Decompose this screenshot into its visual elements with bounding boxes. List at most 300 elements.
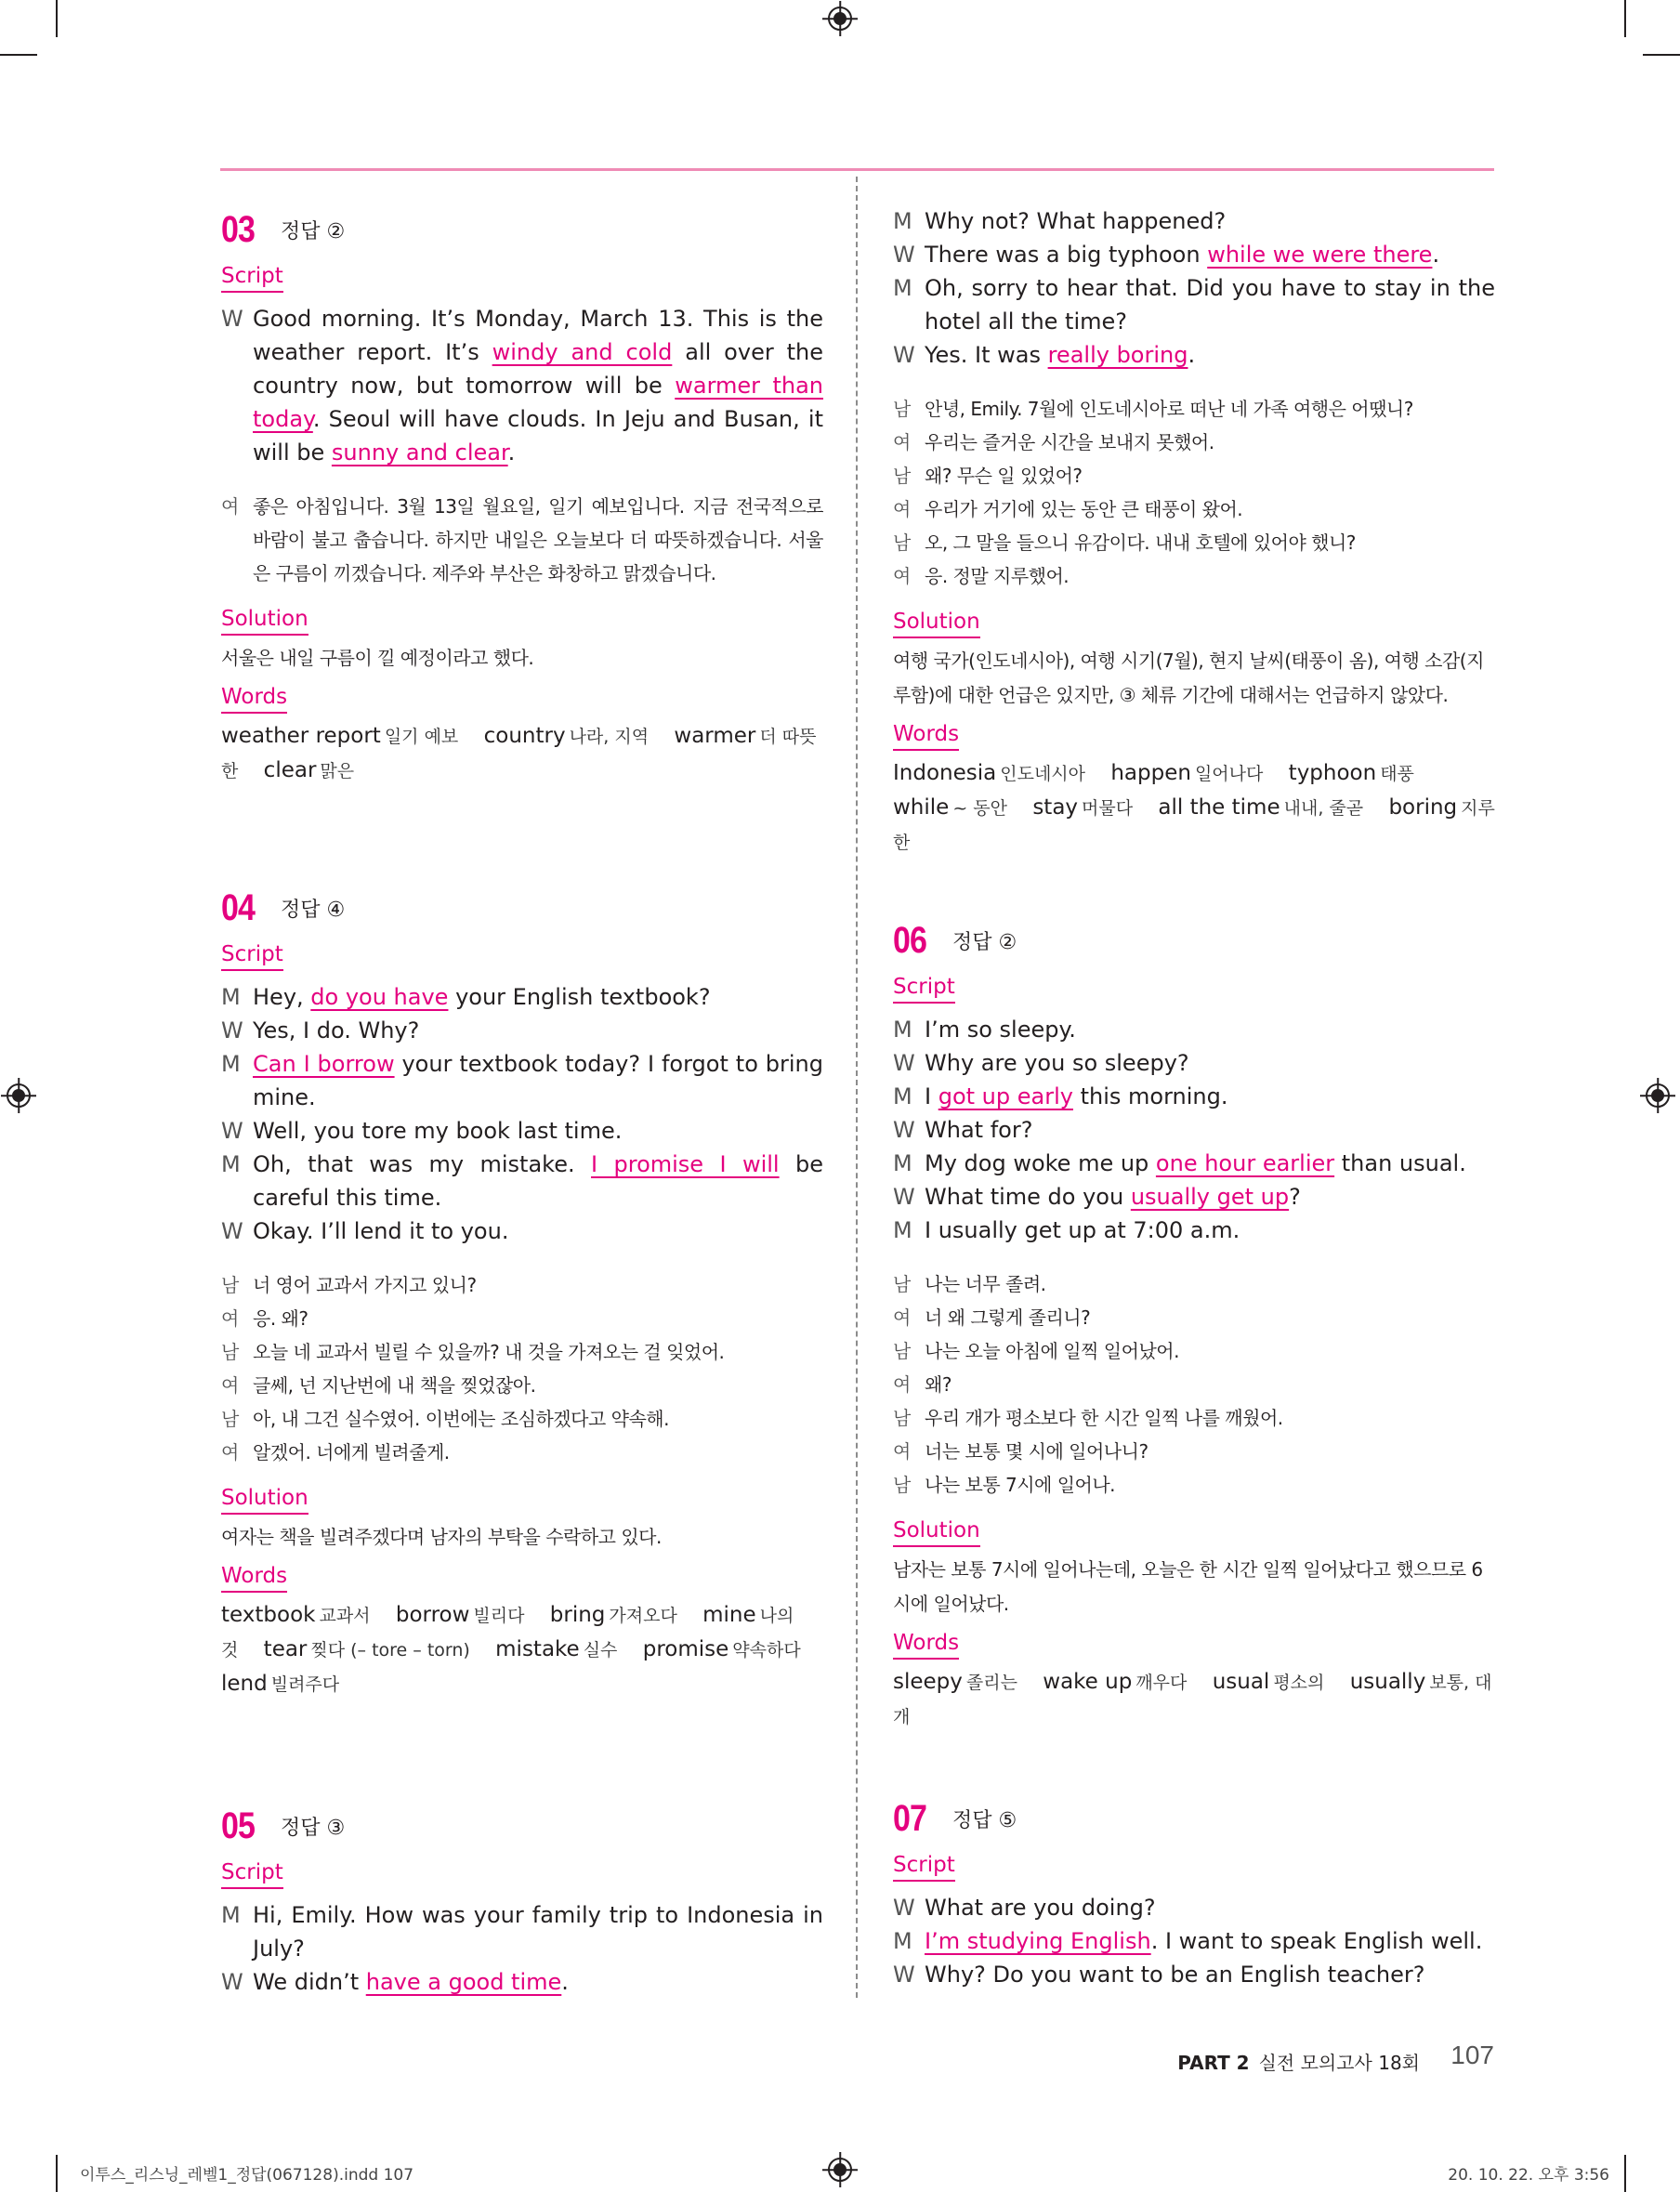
word-item <box>1289 761 1433 785</box>
script-text <box>925 1046 1495 1080</box>
script-line <box>893 271 1495 338</box>
speaker-label: W <box>893 342 915 368</box>
script-fragment: all over the country now, but tomorrow will be <box>253 339 823 399</box>
script-text <box>925 1891 1495 1924</box>
script-text <box>253 1047 823 1114</box>
script-lines <box>893 1013 1495 1247</box>
answer-label: 정답 ② <box>281 219 346 243</box>
word-english: lend <box>221 1672 268 1696</box>
word-english: happen <box>1110 761 1191 785</box>
script-line <box>893 238 1495 271</box>
registration-mark-top-icon <box>828 7 852 31</box>
registration-mark-left-icon <box>7 1083 31 1108</box>
script-fragment: Good morning. It’s Monday, March 13. This is the weather report. It’s <box>253 306 823 365</box>
speaker-label: W <box>893 1050 915 1076</box>
question-03 <box>221 204 823 788</box>
word-english: mistake <box>495 1637 580 1661</box>
key-phrase: sunny and clear <box>331 440 508 466</box>
speaker-label: 여 <box>221 1374 239 1397</box>
word-list <box>893 1665 1495 1734</box>
word-english: bring <box>549 1603 606 1627</box>
speaker-label: W <box>893 1184 915 1210</box>
script-line <box>893 1958 1495 1991</box>
key-phrase: one hour earlier <box>1155 1150 1335 1176</box>
script-line <box>221 1114 823 1148</box>
header-rule <box>220 168 1494 171</box>
word-english: mine <box>702 1603 756 1627</box>
speaker-label: W <box>221 306 243 332</box>
word-item <box>221 1603 389 1627</box>
speaker-label: M <box>893 1017 912 1043</box>
word-korean: 태풍 <box>1380 764 1414 784</box>
speaker-label: 여 <box>893 1440 911 1463</box>
script-text <box>253 1965 823 1999</box>
word-english: typhoon <box>1288 761 1377 785</box>
script-text <box>925 1113 1495 1147</box>
script-fragment: your textbook today? I forgot to bring mine. <box>253 1051 823 1110</box>
script-text <box>925 1013 1495 1046</box>
korean-translation <box>221 1268 823 1477</box>
word-korean: 나의 것 <box>221 1606 794 1660</box>
word-english: sleepy <box>893 1670 963 1694</box>
solution-label: Solution <box>893 608 980 638</box>
script-fragment: Hi, Emily. How was your family trip to Indonesia in July? <box>253 1902 823 1962</box>
word-item <box>396 1603 544 1627</box>
script-text <box>925 1958 1495 1991</box>
translation-line <box>893 426 1495 459</box>
translation-line <box>893 526 1495 559</box>
word-korean: 나라, 지역 <box>569 727 650 747</box>
crop-mark-top-right-v <box>1624 0 1626 37</box>
word-item <box>495 1637 636 1661</box>
script-line <box>893 204 1495 238</box>
answer-label: 정답 ③ <box>281 1816 346 1840</box>
speaker-label: 남 <box>893 532 911 554</box>
script-line <box>893 1214 1495 1247</box>
script-text <box>253 1898 823 1965</box>
script-fragment: What are you doing? <box>925 1895 1156 1921</box>
script-label: Script <box>893 973 955 1004</box>
answer-label: 정답 ② <box>952 930 1017 954</box>
word-item <box>1158 795 1382 820</box>
speaker-label: M <box>893 1083 912 1109</box>
word-item <box>264 758 373 782</box>
script-fragment: Hey, <box>253 984 311 1010</box>
translation-line <box>893 1301 1495 1334</box>
crop-mark-top-left-h <box>0 54 37 56</box>
question-number: 06 <box>893 919 927 961</box>
script-line <box>893 1080 1495 1113</box>
speaker-label: 여 <box>893 1306 911 1329</box>
translation-text: 우리는 즐거운 시간을 보내지 못했어. <box>925 431 1214 453</box>
script-fragment: Okay. I’ll lend it to you. <box>253 1218 509 1244</box>
crop-mark-bottom-left-v <box>56 2155 58 2192</box>
translation-text: 왜? <box>925 1373 952 1396</box>
word-english: wake up <box>1043 1670 1133 1694</box>
translation-line <box>221 1369 823 1402</box>
translation-line <box>221 490 823 590</box>
script-text <box>253 980 823 1014</box>
word-english: textbook <box>221 1603 316 1627</box>
word-item <box>1110 761 1281 785</box>
question-number: 03 <box>221 208 256 250</box>
script-fragment: . <box>561 1969 569 1995</box>
speaker-label: W <box>221 1017 243 1043</box>
solution-text: 여자는 책을 빌려주겠다며 남자의 부탁을 수락하고 있다. <box>221 1526 662 1548</box>
translation-text: 나는 너무 졸려. <box>925 1273 1046 1295</box>
speaker-label: M <box>221 1151 241 1177</box>
key-phrase: do you have <box>310 984 449 1010</box>
speaker-label: M <box>893 208 912 234</box>
script-fragment: Why not? What happened? <box>925 208 1227 234</box>
speaker-label: M <box>893 1928 912 1954</box>
key-phrase: have a good time <box>365 1969 562 1995</box>
word-english: borrow <box>395 1603 470 1627</box>
speaker-label: W <box>221 1218 243 1244</box>
script-fragment: . I want to speak English well. <box>1150 1928 1483 1954</box>
key-phrase: windy and cold <box>492 339 673 365</box>
script-fragment: There was a big typhoon <box>925 242 1208 268</box>
translation-text: 우리 개가 평소보다 한 시간 일찍 나를 깨웠어. <box>925 1407 1283 1429</box>
word-korean: 일어나다 <box>1194 764 1264 784</box>
translation-text: 나는 오늘 아침에 일찍 일어났어. <box>925 1340 1179 1362</box>
word-english: promise <box>642 1637 729 1661</box>
question-number: 04 <box>221 886 256 928</box>
translation-text: 너 영어 교과서 가지고 있니? <box>253 1274 477 1296</box>
key-phrase: really boring <box>1047 342 1188 368</box>
script-line <box>893 1113 1495 1147</box>
word-korean: 머물다 <box>1082 798 1134 819</box>
words-label: Words <box>221 683 287 714</box>
registration-mark-bottom-icon <box>828 2158 852 2182</box>
word-korean: 실수 <box>583 1640 618 1660</box>
word-korean: 평소의 <box>1273 1673 1325 1693</box>
word-english: usual <box>1212 1670 1270 1694</box>
speaker-label: 남 <box>893 1273 911 1295</box>
script-line <box>893 1891 1495 1924</box>
question-number: 07 <box>893 1797 927 1839</box>
key-phrase: while we were there <box>1207 242 1433 268</box>
script-text <box>925 1924 1495 1958</box>
speaker-label: 여 <box>893 431 911 453</box>
script-fragment: I’m so sleepy. <box>925 1017 1076 1043</box>
translation-text: 아, 내 그건 실수였어. 이번에는 조심하겠다고 약속해. <box>253 1408 669 1430</box>
script-fragment: this morning. <box>1072 1083 1228 1109</box>
word-english: warmer <box>674 724 756 748</box>
script-text <box>925 1214 1495 1247</box>
question-06 <box>893 915 1495 1734</box>
key-phrase: I’m studying English <box>925 1928 1151 1954</box>
script-text <box>253 1014 823 1047</box>
translation-text: 알겠어. 너에게 빌려줄게. <box>253 1441 450 1464</box>
script-fragment: What for? <box>925 1117 1033 1143</box>
word-korean: 교과서 <box>319 1606 371 1626</box>
word-korean: 맑은 <box>320 761 355 781</box>
script-fragment: Oh, sorry to hear that. Did you have to stay in the hotel all the time? <box>925 275 1495 335</box>
translation-text: 좋은 아침입니다. 3월 13일 월요일, 일기 예보입니다. 지금 전국적으로 바람이 불고 춥습니다. 하지만 내일은 오늘보다 더 따뜻하겠습니다. 서울은 구름이 끼겠습니다. 제주와 부산은 화창하고 맑겠습니다. <box>253 495 823 584</box>
slug-file-info: 이투스_리스닝_레벨1_정답(067128).indd 107 <box>80 2166 414 2185</box>
solution-label: Solution <box>221 1484 308 1515</box>
key-phrase: I promise I will <box>591 1151 780 1177</box>
translation-text: 너는 보통 몇 시에 일어나니? <box>925 1440 1148 1463</box>
script-fragment: I usually get up at 7:00 a.m. <box>925 1217 1240 1243</box>
words-label: Words <box>893 1629 959 1660</box>
translation-line <box>893 1435 1495 1468</box>
script-label: Script <box>221 1858 283 1889</box>
translation-text: 왜? 무슨 일 있었어? <box>925 465 1083 487</box>
answer-label: 정답 ⑤ <box>952 1808 1017 1832</box>
script-text <box>925 1080 1495 1113</box>
script-fragment: Why? Do you want to be an English teacher? <box>925 1962 1425 1988</box>
speaker-label: 남 <box>893 1474 911 1496</box>
word-korean: 졸리는 <box>965 1673 1017 1693</box>
script-fragment: My dog woke me up <box>925 1150 1156 1176</box>
korean-translation <box>221 490 823 597</box>
script-line <box>221 302 823 469</box>
question-05 <box>221 1801 823 1999</box>
word-korean: 빌리다 <box>473 1606 525 1626</box>
script-text <box>253 1214 823 1248</box>
translation-line <box>221 1436 823 1469</box>
script-text <box>925 204 1495 238</box>
word-english: while <box>893 795 950 820</box>
solution-text: 서울은 내일 구름이 낄 예정이라고 했다. <box>221 647 534 669</box>
word-english: Indonesia <box>893 761 997 785</box>
question-07 <box>893 1793 1495 1991</box>
script-text <box>925 1147 1495 1180</box>
word-korean: 일기 예보 <box>384 727 459 747</box>
word-item <box>893 761 1104 785</box>
word-korean: 지루한 <box>893 798 1495 853</box>
word-english: tear <box>263 1637 308 1661</box>
words-label: Words <box>221 1562 287 1593</box>
script-lines <box>221 302 823 469</box>
script-line <box>221 1965 823 1999</box>
translation-line <box>893 459 1495 492</box>
script-line <box>893 1147 1495 1180</box>
word-english: clear <box>263 758 317 782</box>
translation-text: 나는 보통 7시에 일어나. <box>925 1474 1116 1496</box>
word-english: all the time <box>1158 795 1280 820</box>
script-text <box>925 271 1495 338</box>
script-fragment: ? <box>1289 1184 1301 1210</box>
word-item <box>550 1603 696 1627</box>
speaker-label: 여 <box>221 495 239 518</box>
translation-line <box>893 1468 1495 1502</box>
korean-translation <box>893 392 1495 600</box>
script-line <box>893 1013 1495 1046</box>
speaker-label: W <box>893 1962 915 1988</box>
key-phrase: warmer than today <box>253 373 823 432</box>
script-label: Script <box>221 940 283 971</box>
speaker-label: 여 <box>893 1373 911 1396</box>
key-phrase: got up early <box>938 1083 1073 1109</box>
speaker-label: M <box>221 984 241 1010</box>
word-list <box>893 756 1495 860</box>
word-item <box>221 1672 358 1696</box>
crop-mark-top-left-v <box>56 0 58 37</box>
script-fragment: I <box>925 1083 938 1109</box>
translation-text: 오늘 네 교과서 빌릴 수 있을까? 내 것을 가져오는 걸 잊었어. <box>253 1341 725 1363</box>
key-phrase: usually get up <box>1130 1184 1290 1210</box>
translation-text: 안녕, Emily. 7월에 인도네시아로 떠난 네 가족 여행은 어땠니? <box>925 398 1413 420</box>
speaker-label: M <box>893 1150 912 1176</box>
word-item <box>893 1670 1036 1694</box>
speaker-label: W <box>893 242 915 268</box>
script-text <box>925 1180 1495 1214</box>
script-fragment: . <box>507 440 516 466</box>
translation-line <box>893 392 1495 426</box>
words-label: Words <box>893 720 959 751</box>
speaker-label: 남 <box>221 1408 239 1430</box>
script-lines <box>893 1891 1495 1991</box>
script-fragment: Yes, I do. Why? <box>253 1017 420 1043</box>
translation-line <box>221 1335 823 1369</box>
script-fragment: . <box>1432 242 1440 268</box>
word-korean: 가져오다 <box>609 1606 677 1626</box>
speaker-label: 남 <box>893 1340 911 1362</box>
script-fragment: Well, you tore my book last time. <box>253 1118 623 1144</box>
word-item <box>1043 1670 1205 1694</box>
script-line <box>893 338 1495 372</box>
word-english: stay <box>1032 795 1079 820</box>
word-english: country <box>483 724 566 748</box>
word-list <box>221 719 823 788</box>
speaker-label: 여 <box>893 498 911 520</box>
crop-mark-bottom-right-v <box>1624 2155 1626 2192</box>
word-english: weather report <box>221 724 381 748</box>
speaker-label: W <box>221 1969 243 1995</box>
column-divider <box>856 177 858 1998</box>
solution-text: 여행 국가(인도네시아), 여행 시기(7월), 현지 날씨(태풍이 옴), 여행 소감(지루함)에 대한 언급은 있지만, ③ 체류 기간에 대해서는 언급하지 않았다. <box>893 650 1484 706</box>
speaker-label: 남 <box>221 1341 239 1363</box>
word-korean: 인도네시아 <box>1000 764 1086 784</box>
script-line <box>221 1047 823 1114</box>
solution-label: Solution <box>221 605 308 636</box>
translation-text: 우리가 거기에 있는 동안 큰 태풍이 왔어. <box>925 498 1243 520</box>
word-item <box>643 1637 820 1661</box>
translation-line <box>221 1402 823 1436</box>
translation-line <box>893 1401 1495 1435</box>
solution-label: Solution <box>893 1516 980 1547</box>
script-lines <box>221 1898 823 1999</box>
page-number: 107 <box>1450 2041 1494 2069</box>
script-line <box>221 1898 823 1965</box>
script-text <box>253 1148 823 1214</box>
script-fragment: . <box>1188 342 1196 368</box>
word-korean: 빌려주다 <box>270 1674 340 1695</box>
word-english: boring <box>1388 795 1458 820</box>
speaker-label: M <box>893 275 912 301</box>
answer-label: 정답 ④ <box>281 898 346 922</box>
speaker-label: 남 <box>893 398 911 420</box>
word-korean: 보통, 대개 <box>893 1673 1492 1727</box>
translation-line <box>221 1268 823 1302</box>
word-item <box>221 724 477 748</box>
speaker-label: M <box>221 1051 241 1077</box>
speaker-label: 여 <box>221 1441 239 1464</box>
speaker-label: 남 <box>221 1274 239 1296</box>
translation-line <box>893 1368 1495 1401</box>
script-lines <box>221 980 823 1248</box>
script-fragment: We didn’t <box>253 1969 366 1995</box>
speaker-label: M <box>221 1902 241 1928</box>
korean-translation <box>893 1267 1495 1509</box>
script-fragment: be careful this time. <box>253 1151 823 1211</box>
solution-text: 남자는 보통 7시에 일어나는데, 오늘은 한 시간 일찍 일어났다고 했으므로 6시에 일어났다. <box>893 1558 1483 1615</box>
script-text <box>253 302 823 469</box>
word-item <box>484 724 667 748</box>
word-korean: 약속하다 <box>732 1640 801 1660</box>
word-english: usually <box>1349 1670 1426 1694</box>
script-line <box>221 1148 823 1214</box>
running-footer <box>1177 2048 1420 2075</box>
script-label: Script <box>221 262 283 293</box>
slug-date-info: 20. 10. 22. 오후 3:56 <box>1448 2166 1609 2185</box>
script-text <box>925 238 1495 271</box>
script-text <box>925 338 1495 372</box>
speaker-label: 여 <box>221 1307 239 1330</box>
question-05-continued <box>893 204 1495 860</box>
script-fragment: than usual. <box>1334 1150 1466 1176</box>
script-fragment: What time do you <box>925 1184 1131 1210</box>
translation-text: 너 왜 그렇게 졸리니? <box>925 1306 1091 1329</box>
word-list <box>221 1598 823 1701</box>
script-fragment: . Seoul will have clouds. In Jeju and Busan, it will be <box>253 406 823 466</box>
speaker-label: M <box>893 1217 912 1243</box>
word-korean: ~ 동안 <box>952 798 1007 819</box>
script-fragment: your English textbook? <box>448 984 711 1010</box>
speaker-label: W <box>893 1117 915 1143</box>
script-line <box>221 980 823 1014</box>
question-04 <box>221 883 823 1701</box>
translation-text: 응. 정말 지루했어. <box>925 565 1070 587</box>
crop-mark-top-right-h <box>1643 54 1680 56</box>
script-line <box>893 1180 1495 1214</box>
word-korean: 내내, 줄곧 <box>1283 798 1364 819</box>
word-korean: 깨우다 <box>1135 1673 1188 1693</box>
script-text <box>253 1114 823 1148</box>
speaker-label: 여 <box>893 565 911 587</box>
script-lines <box>893 204 1495 372</box>
word-item <box>1032 795 1151 820</box>
part-label: PART 2 <box>1177 2052 1250 2074</box>
script-fragment: Oh, that was my mistake. <box>253 1151 592 1177</box>
script-fragment: Why are you so sleepy? <box>925 1050 1189 1076</box>
key-phrase: Can I borrow <box>253 1051 395 1077</box>
script-fragment: Yes. It was <box>925 342 1048 368</box>
speaker-label: W <box>221 1118 243 1144</box>
speaker-label: W <box>893 1895 915 1921</box>
translation-text: 응. 왜? <box>253 1307 308 1330</box>
translation-text: 오, 그 말을 들으니 유감이다. 내내 호텔에 있어야 했니? <box>925 532 1356 554</box>
word-korean: 더 따뜻한 <box>221 727 817 781</box>
script-line <box>221 1014 823 1047</box>
word-item <box>264 1637 489 1661</box>
word-korean: 찢다 (– tore – torn) <box>310 1640 470 1660</box>
word-item <box>1213 1670 1344 1694</box>
translation-line <box>221 1302 823 1335</box>
script-line <box>221 1214 823 1248</box>
translation-line <box>893 492 1495 526</box>
script-label: Script <box>893 1851 955 1882</box>
translation-text: 글쎄, 넌 지난번에 내 책을 찢었잖아. <box>253 1374 536 1397</box>
word-item <box>893 795 1026 820</box>
part-title: 실전 모의고사 18회 <box>1258 2052 1420 2074</box>
translation-line <box>893 1334 1495 1368</box>
question-number: 05 <box>221 1805 256 1846</box>
translation-line <box>893 559 1495 593</box>
